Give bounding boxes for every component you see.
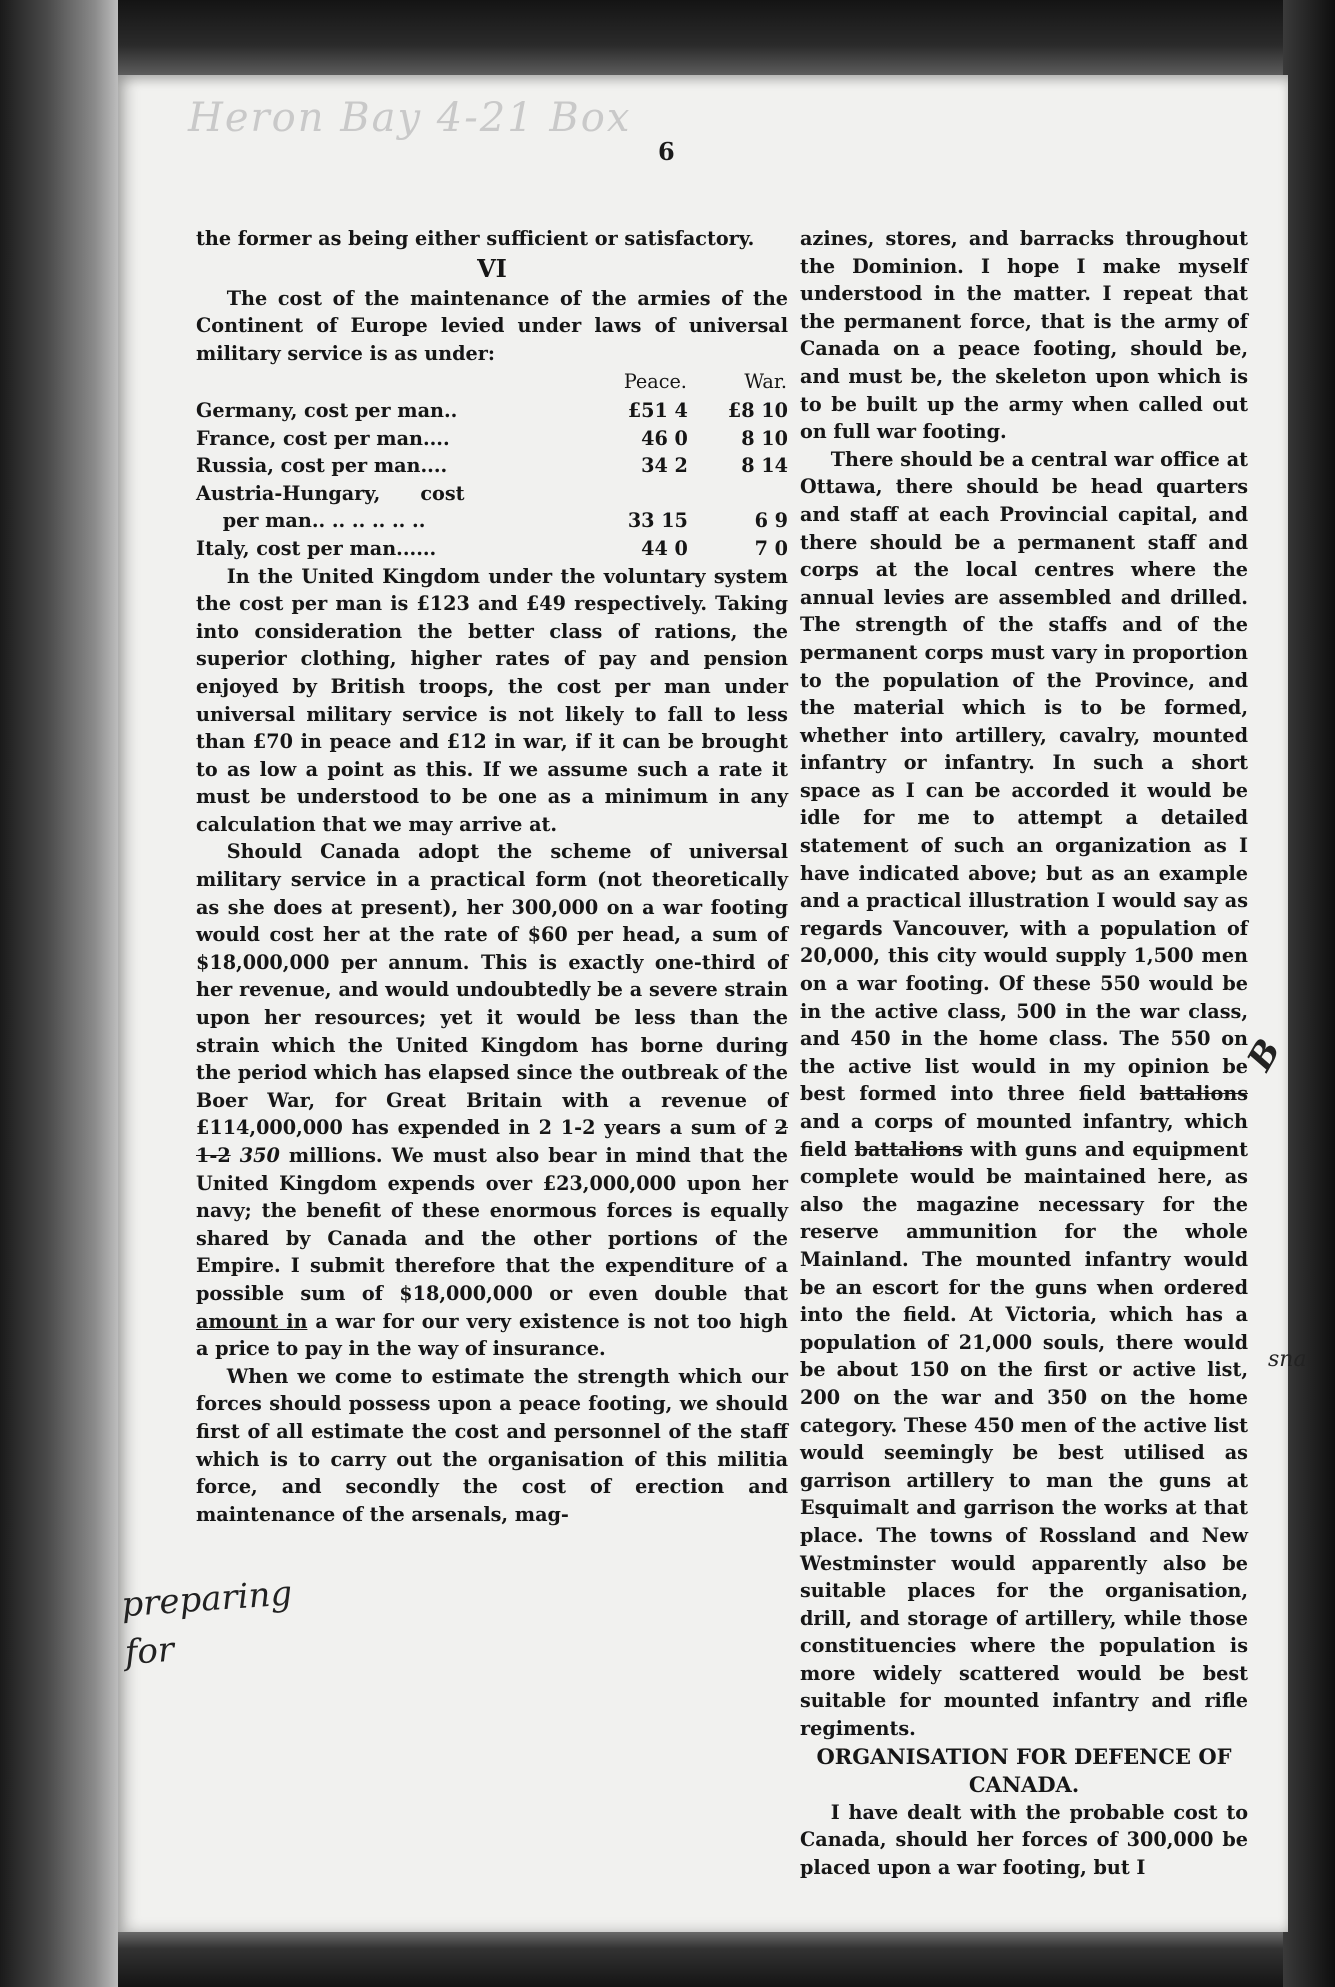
handwritten-note-top: Heron Bay 4-21 Box: [188, 95, 632, 141]
row-peace: 34 2: [641, 454, 688, 478]
paragraph-armies: The cost of the maintenance of the armies of the Continent of Europe levied under laws of universal military service is as under:: [196, 286, 788, 365]
table-row: [196, 425, 788, 453]
row-peace: £51 4: [627, 398, 688, 422]
scan-border-left: [0, 0, 118, 1987]
paragraph-canada-scheme: [196, 838, 788, 1362]
struck-text-1: battalions: [1139, 1082, 1248, 1106]
row-label: France, cost per man....: [196, 426, 450, 450]
row-label: per man.. .. .. .. .. ..: [196, 509, 426, 533]
paragraph-probable-cost: I have dealt with the probable cost to Canada, should her forces of 300,000 be placed upon a war footing, but I: [800, 1800, 1248, 1879]
cost-table-header: [196, 367, 788, 397]
page-number: 6: [658, 137, 675, 166]
row-peace: [579, 480, 688, 508]
row-peace: 33 15: [627, 509, 688, 533]
table-row: [196, 480, 788, 508]
inserted-text: 350: [239, 1144, 280, 1167]
row-war: 7 0: [754, 536, 788, 560]
table-row: [196, 535, 788, 563]
cost-table: [196, 367, 788, 562]
row-peace: 46 0: [641, 426, 688, 450]
right-column: [800, 225, 1248, 1881]
paragraph-war-office: [800, 446, 1248, 1743]
paragraph-war-office-part1: There should be a central war office at Ottawa, there should be head quarters and staff at each Provincial capital, and there should be a permanent staff and corps at the local centres where the annual levies are assembled and drilled. The strength of the staffs and of the permanent corps must vary in proportion to the population of the Province, and the material which is to be formed, whether into artillery, cavalry, mounted infantry or infantry. In such a short space as I can be accorded it would be idle for me to attempt a detailed statement of such an organization as I have indicated above; but as an example and a practical illustration I would say as regards Vancouver, with a population of 20,000, this city would supply 1,500 men on a war footing. Of these 550 would be in the active class, 500 in the war class, and 450 in the home class. The 550 on the active list would in my opinion be best formed into three field: [800, 447, 1248, 1106]
row-war: 8 10: [741, 426, 788, 450]
struck-text-2: battalions: [854, 1137, 963, 1161]
header-peace: Peace.: [623, 370, 687, 394]
paragraph-permanent-force: azines, stores, and barracks throughout the Dominion. I hope I make myself understood in the matter. I repeat that the permanent force, that is the army of Canada on a peace footing, should be, and must be, the skeleton upon which is to be built up the army when called out on full war footing.: [800, 227, 1248, 444]
row-label: Germany, cost per man..: [196, 398, 458, 422]
header-war: War.: [744, 370, 787, 394]
row-war: £8 10: [727, 398, 788, 422]
paragraph-canada-scheme-part3: a war for our very existence is not too high a price to pay in the way of insurance.: [196, 1309, 788, 1361]
handwritten-note-right-margin-2: sna: [1268, 1347, 1307, 1372]
row-war: 6 9: [754, 509, 788, 533]
handwritten-note-left-margin: preparing for: [120, 1573, 294, 1674]
section-heading: ORGANISATION FOR DEFENCE OF CANADA.: [816, 1743, 1232, 1797]
handwritten-note-right-margin: B: [1239, 1032, 1289, 1078]
table-row: [196, 507, 788, 535]
row-label: Russia, cost per man....: [196, 454, 448, 478]
paragraph-war-office-part3: with guns and equipment complete would be maintained here, as also the magazine necessary for the reserve ammunition for the whole Mainland. The mounted infantry would be an escort for the guns when ordered into the field. At Victoria, which has a population of 21,000 souls, there would be about 150 on the first or active list, 200 on the war and 350 on the home category. These 450 men of the active list would seemingly be best utilised as garrison artillery to man the guns at Esquimalt and garrison the works at that place. The towns of Rossland and New Westminster would apparently also be suitable places for the organisation, drill, and storage of artillery, while those constituencies where the population is more widely scattered would be best suitable for mounted infantry and rifle regiments.: [800, 1137, 1248, 1741]
row-label: Italy, cost per man......: [196, 536, 437, 560]
paragraph-strength-estimate: When we come to estimate the strength which our forces should possess upon a peace footing, we should first of all estimate the cost and personnel of the staff which is to carry out the organisation of this militia force, and secondly the cost of erection and maintenance of the arsenals, mag-: [196, 1364, 788, 1526]
paragraph-war-office-part2: and a corps of mounted infantry, which field: [800, 1110, 1248, 1161]
scan-border-right: [1283, 0, 1335, 1987]
scan-border-bottom: [0, 1932, 1335, 1987]
row-war: [688, 480, 788, 508]
row-peace: 44 0: [641, 536, 688, 560]
intro-text: the former as being either sufficient or satisfactory.: [196, 227, 755, 250]
underlined-text: amount in: [196, 1309, 308, 1333]
row-war: 8 14: [741, 454, 788, 478]
row-label: Austria-Hungary, cost: [196, 481, 465, 505]
table-row: [196, 397, 788, 425]
paragraph-canada-scheme-part1: Should Canada adopt the scheme of universal military service in a practical form (not theoretically as she does at present), her 300,000 on a war footing would cost her at the rate of $60 per head, a sum of $18,000,000 per annum. This is exactly one-third of her revenue, and would undoubtedly be a severe strain upon her resources; yet it would be less than the strain which the United Kingdom has borne during the period which has elapsed since the outbreak of the Boer War, for Great Britain with a revenue of £114,000,000 has expended in 2 1-2 years a sum of: [196, 840, 788, 1140]
table-row: [196, 452, 788, 480]
left-column: [196, 225, 788, 1528]
paragraph-united-kingdom: In the United Kingdom under the voluntary system the cost per man is £123 and £49 respectively. Taking into consideration the better class of rations, the superior clothing, higher rates of pay and pension enjoyed by British troops, the cost per man under universal military service is not likely to fall to less than £70 in peace and £12 in war, if it can be brought to as low a point as this. If we assume such a rate it must be understood to be one as a minimum in any calculation that we may arrive at.: [196, 564, 788, 836]
section-number: VI: [477, 253, 507, 283]
paragraph-canada-scheme-part2: millions. We must also bear in mind that the United Kingdom expends over £23,000,000 upon her navy; the benefit of these enormous forces is equally shared by Canada and the other portions of the Empire. I submit therefore that the expenditure of a possible sum of $18,000,000 or even double that: [196, 1144, 789, 1305]
scan-border-top: [0, 0, 1335, 75]
struck-text: 2 1-2: [196, 1116, 788, 1167]
